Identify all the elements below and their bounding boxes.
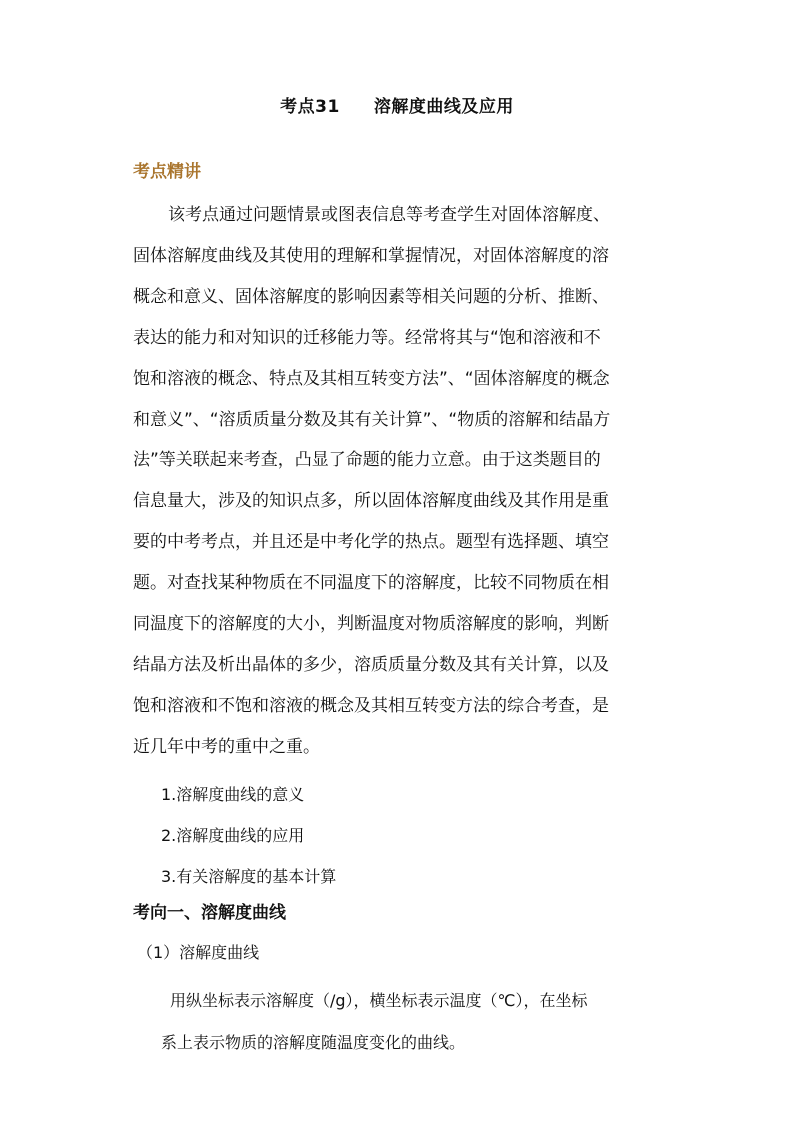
paragraph-line: 系上表示物质的溶解度随温度变化的曲线。 [161,1032,466,1052]
list-item: 3.有关溶解度的基本计算 [161,867,337,886]
subsection-heading: 考向一、溶解度曲线 [133,903,286,923]
subsection-paragraph [161,980,666,1063]
paragraph-line: 表达的能力和对知识的迁移能力等。经常将其与“饱和溶液和不 [133,327,601,348]
list-item: 1.溶解度曲线的意义 [161,785,305,804]
title-text: 溶解度曲线及应用 [373,97,514,117]
paragraph-line: 法”等关联起来考查，凸显了命题的能力立意。由于这类题目的 [133,450,601,471]
intro-paragraph [133,195,663,768]
paragraph-line: 饱和溶液的概念、特点及其相互转变方法”、“固体溶解度的概念 [133,368,610,389]
subsection-subheading: （1）溶解度曲线 [137,943,260,962]
page-title [0,92,794,117]
paragraph-line: 同温度下的溶解度的大小，判断温度对物质溶解度的影响，判断 [133,614,609,635]
paragraph-line: 概念和意义、固体溶解度的影响因素等相关问题的分析、推断、 [133,286,609,307]
paragraph-line: 结晶方法及析出晶体的多少，溶质质量分数及其有关计算，以及 [133,654,609,675]
paragraph-line: 用纵坐标表示溶解度（/g），横坐标表示温度（℃），在坐标 [170,991,588,1010]
topic-list [161,774,336,897]
paragraph-line: 题。对查找某种物质在不同温度下的溶解度，比较不同物质在相 [133,573,609,594]
section-heading: 考点精讲 [133,162,201,182]
paragraph-line: 该考点通过问题情景或图表信息等考查学生对固体溶解度、 [168,205,610,225]
paragraph-line: 近几年中考的重中之重。 [133,736,320,757]
paragraph-line: 信息量大，涉及的知识点多，所以固体溶解度曲线及其作用是重 [133,491,609,512]
list-item: 2.溶解度曲线的应用 [161,826,305,845]
paragraph-line: 固体溶解度曲线及其使用的理解和掌握情况，对固体溶解度的溶 [133,245,609,266]
paragraph-line: 和意义”、“溶质质量分数及其有关计算”、“物质的溶解和结晶方 [133,409,611,430]
paragraph-line: 饱和溶液和不饱和溶液的概念及其相互转变方法的综合考查，是 [133,695,609,716]
title-prefix: 考点31 [280,97,340,117]
paragraph-line: 要的中考考点，并且还是中考化学的热点。题型有选择题、填空 [133,532,609,553]
